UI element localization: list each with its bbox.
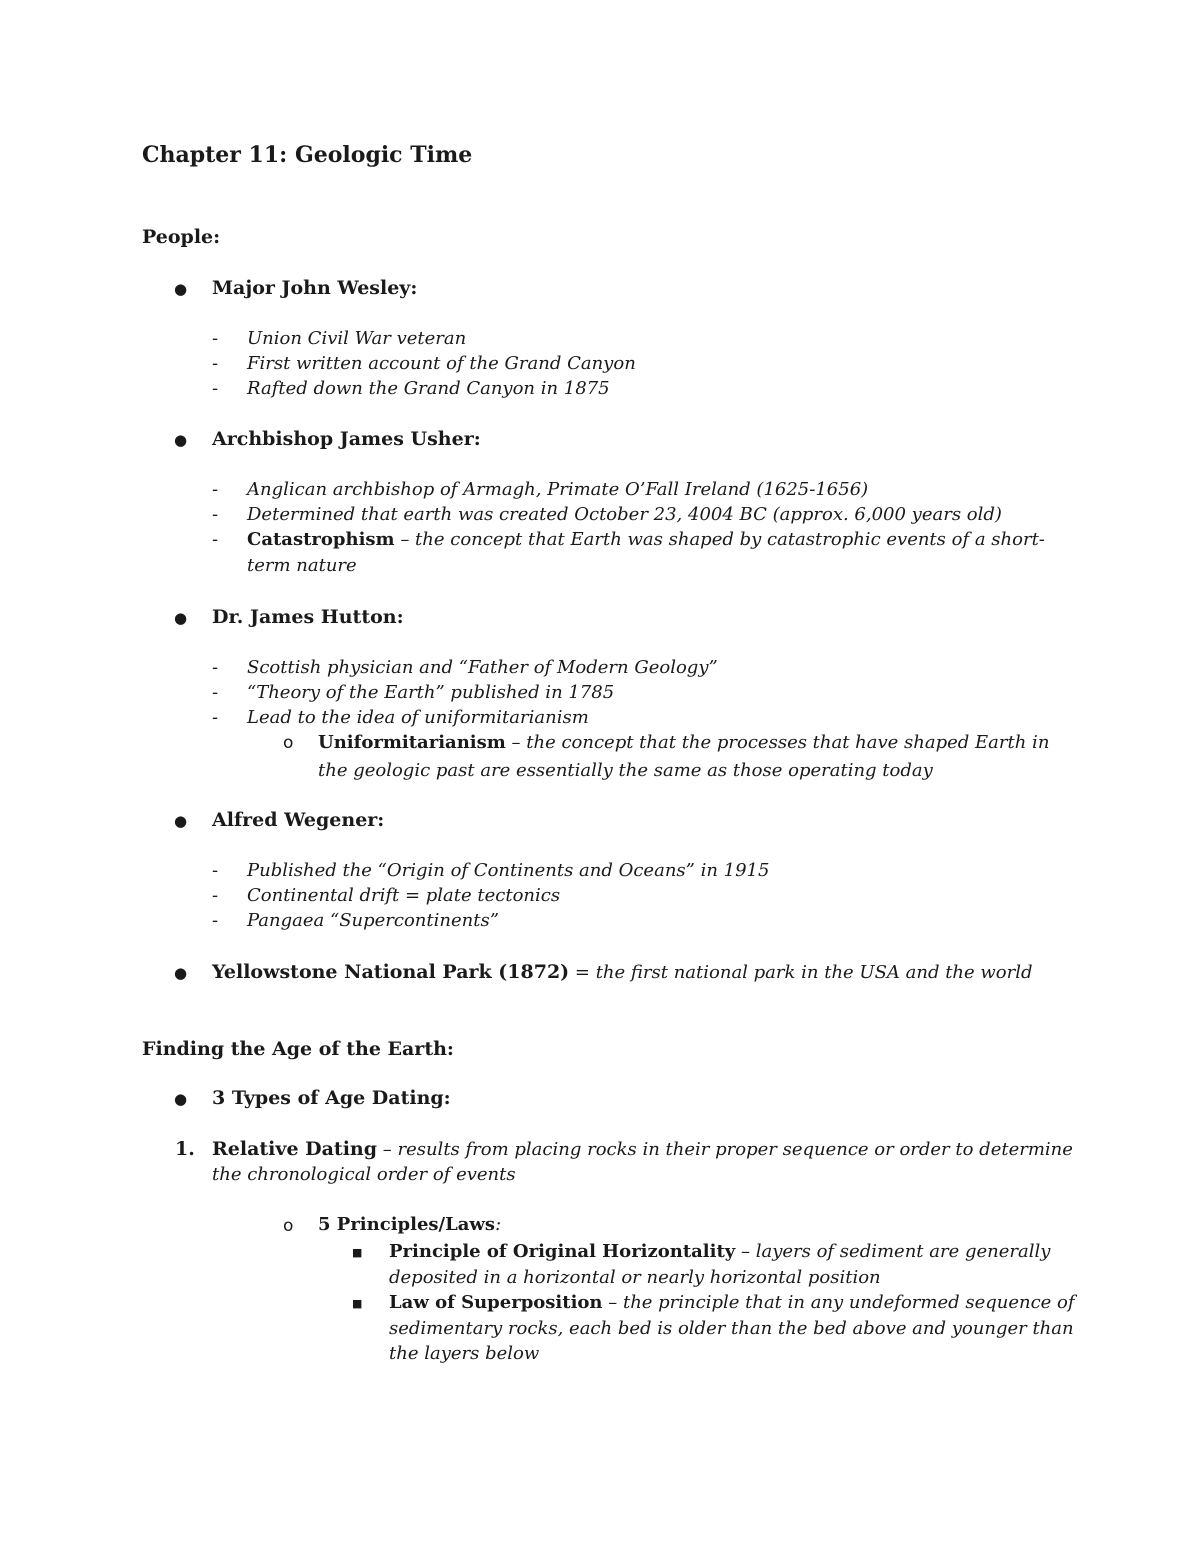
principles-heading bbox=[318, 1214, 501, 1235]
definition-text: – layers of sediment are generally bbox=[735, 1241, 1051, 1262]
list-item: “Theory of the Earth” published in 1785 bbox=[247, 682, 615, 703]
bullet-icon: ● bbox=[174, 609, 188, 627]
definition-text: – the concept that the processes that have shaped Earth in bbox=[505, 732, 1050, 753]
list-item: Continental drift = plate tectonics bbox=[247, 885, 561, 906]
bullet-icon: ● bbox=[174, 431, 188, 449]
section-heading-people: People: bbox=[142, 226, 221, 248]
circle-bullet-icon: o bbox=[283, 1216, 294, 1236]
catastrophism-definition bbox=[247, 529, 1045, 550]
square-bullet-icon: ■ bbox=[352, 1246, 363, 1259]
bullet-icon: ● bbox=[174, 280, 188, 298]
page-title: Chapter 11: Geologic Time bbox=[142, 142, 473, 168]
definition-text: the geologic past are essentially the same as those operating today bbox=[318, 760, 933, 781]
age-dating-types: 3 Types of Age Dating: bbox=[212, 1087, 451, 1109]
list-item: Pangaea “Supercontinents” bbox=[247, 910, 499, 931]
dash-icon: - bbox=[212, 353, 219, 374]
definition-text: – the principle that in any undeformed sequence of bbox=[602, 1292, 1075, 1313]
person-name-wegener: Alfred Wegener: bbox=[212, 809, 385, 831]
yellowstone-definition: = the first national park in the USA and the world bbox=[569, 962, 1033, 983]
list-item: Scottish physician and “Father of Modern Geology” bbox=[247, 657, 718, 678]
definition-text: sedimentary rocks, each bed is older than the bed above and younger than bbox=[389, 1318, 1074, 1339]
bullet-icon: ● bbox=[174, 1090, 188, 1108]
definition-text: – the concept that Earth was shaped by catastrophic events of a short- bbox=[394, 529, 1045, 550]
list-item: Published the “Origin of Continents and Oceans” in 1915 bbox=[247, 860, 770, 881]
circle-bullet-icon: o bbox=[283, 733, 294, 753]
bullet-icon: ● bbox=[174, 964, 188, 982]
list-item: Determined that earth was created October 23, 4004 BC (approx. 6,000 years old) bbox=[247, 504, 1002, 525]
term-uniformitarianism: Uniformitarianism bbox=[318, 732, 506, 753]
bullet-icon: ● bbox=[174, 812, 188, 830]
dash-icon: - bbox=[212, 657, 219, 678]
dash-icon: - bbox=[212, 707, 219, 728]
dash-icon: - bbox=[212, 529, 219, 550]
list-number: 1. bbox=[175, 1138, 195, 1160]
person-name-wesley: Major John Wesley: bbox=[212, 277, 418, 299]
list-item: Anglican archbishop of Armagh, Primate O’Fall Ireland (1625-1656) bbox=[247, 479, 869, 500]
term-catastrophism: Catastrophism bbox=[247, 529, 395, 550]
list-item: Union Civil War veteran bbox=[247, 328, 467, 349]
definition-text: the layers below bbox=[389, 1343, 540, 1364]
term-horizontality: Principle of Original Horizontality bbox=[389, 1241, 736, 1262]
horizontality-definition bbox=[389, 1241, 1050, 1262]
dash-icon: - bbox=[212, 504, 219, 525]
dash-icon: - bbox=[212, 885, 219, 906]
yellowstone-name: Yellowstone National Park (1872) bbox=[212, 961, 570, 983]
list-item: Rafted down the Grand Canyon in 1875 bbox=[247, 378, 610, 399]
person-name-hutton: Dr. James Hutton: bbox=[212, 606, 404, 628]
definition-text: term nature bbox=[247, 555, 357, 576]
list-item: Lead to the idea of uniformitarianism bbox=[247, 707, 589, 728]
person-name-usher: Archbishop James Usher: bbox=[212, 428, 481, 450]
square-bullet-icon: ■ bbox=[352, 1297, 363, 1310]
dash-icon: - bbox=[212, 378, 219, 399]
definition-text: deposited in a horizontal or nearly horizontal position bbox=[389, 1267, 881, 1288]
definition-text: the chronological order of events bbox=[212, 1164, 516, 1185]
dash-icon: - bbox=[212, 682, 219, 703]
superposition-definition bbox=[389, 1292, 1075, 1313]
uniformitarianism-definition bbox=[318, 732, 1049, 753]
dash-icon: - bbox=[212, 328, 219, 349]
definition-text: – results from placing rocks in their proper sequence or order to determine bbox=[377, 1139, 1073, 1160]
dash-icon: - bbox=[212, 479, 219, 500]
relative-dating-definition bbox=[212, 1138, 1073, 1160]
list-item: First written account of the Grand Canyon bbox=[247, 353, 636, 374]
section-heading-age: Finding the Age of the Earth: bbox=[142, 1038, 454, 1060]
yellowstone-entry bbox=[212, 961, 1033, 983]
term-superposition: Law of Superposition bbox=[389, 1292, 603, 1313]
principles-label: 5 Principles/Laws bbox=[318, 1214, 496, 1235]
term-relative-dating: Relative Dating bbox=[212, 1138, 378, 1160]
colon: : bbox=[495, 1214, 502, 1235]
dash-icon: - bbox=[212, 860, 219, 881]
dash-icon: - bbox=[212, 910, 219, 931]
